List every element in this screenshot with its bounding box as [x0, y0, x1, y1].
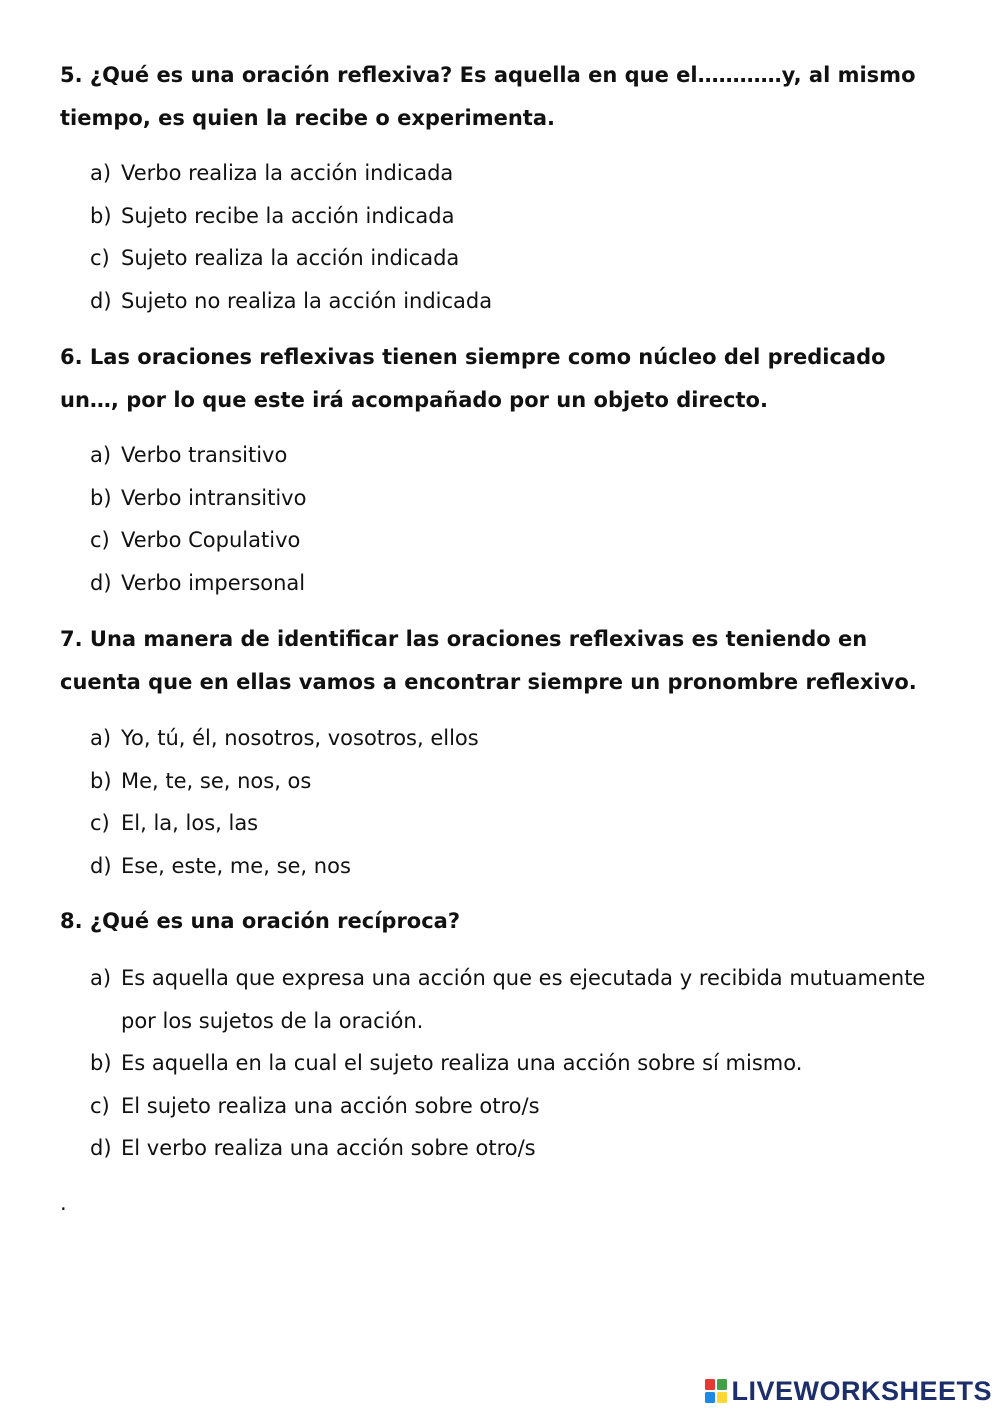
option-text: Verbo Copulativo [121, 528, 301, 552]
option-letter: a) [90, 443, 112, 467]
option-text: El verbo realiza una acción sobre otro/s [121, 1136, 536, 1160]
option-letter: c) [90, 811, 110, 835]
option-text: Sujeto realiza la acción indicada [121, 246, 460, 270]
option-letter: b) [90, 485, 112, 510]
option-letter: d) [90, 570, 112, 595]
question-6-option-a[interactable] [90, 434, 930, 477]
option-text: Sujeto recibe la acción indicada [121, 203, 455, 228]
question-5-option-b[interactable] [90, 195, 930, 238]
question-8-option-b[interactable] [90, 1042, 930, 1085]
liveworksheets-brand[interactable] [704, 1374, 992, 1408]
question-8-option-c[interactable] [90, 1085, 930, 1128]
question-8-options [90, 957, 930, 1170]
question-6-option-b[interactable] [90, 477, 930, 520]
question-6-option-d[interactable] [90, 562, 930, 605]
option-text: Verbo intransitivo [121, 485, 307, 510]
option-text: Verbo realiza la acción indicada [121, 161, 454, 185]
question-7-prompt: 7. Una manera de identificar las oraciones reflexivas es teniendo en cuenta que en ellas vamos a encontrar siempre un pronombre reflexivo. [60, 627, 917, 694]
option-text: Me, te, se, nos, os [121, 768, 312, 793]
option-text: El, la, los, las [121, 811, 259, 835]
question-6-option-c[interactable] [90, 519, 930, 562]
question-5-option-d[interactable] [90, 280, 930, 323]
option-letter: b) [90, 768, 112, 793]
option-letter: c) [90, 1093, 110, 1118]
logo-block-yellow [717, 1392, 727, 1403]
option-letter: a) [90, 726, 112, 750]
liveworksheets-logo-icon [704, 1378, 728, 1404]
option-text: Es aquella que expresa una acción que es ejecutada y recibida mutuamente por los sujetos de la oración. [121, 966, 926, 1033]
option-letter: d) [90, 288, 112, 313]
question-5-option-c[interactable] [90, 237, 930, 280]
option-letter: a) [90, 161, 112, 185]
option-text: Yo, tú, él, nosotros, vosotros, ellos [121, 726, 479, 750]
question-5-prompt: 5. ¿Qué es una oración reflexiva? Es aquella en que el…………y, al mismo tiempo, es quien la recibe o experimenta. [60, 63, 916, 130]
question-6-prompt: 6. Las oraciones reflexivas tienen siempre como núcleo del predicado un…, por lo que este irá acompañado por un objeto directo. [60, 345, 886, 412]
question-7-options [90, 717, 930, 887]
option-letter: c) [90, 528, 110, 552]
question-5-options [90, 152, 930, 322]
question-7-option-c[interactable] [90, 802, 930, 845]
question-8-prompt: 8. ¿Qué es una oración recíproca? [60, 909, 461, 933]
option-letter: b) [90, 1051, 112, 1075]
question-8-option-a[interactable] [90, 957, 930, 1042]
trailing-period: . [60, 1191, 67, 1215]
brand-text: LIVEWORKSHEETS [731, 1375, 992, 1406]
question-7-option-d[interactable] [90, 845, 930, 888]
option-text: Verbo impersonal [121, 570, 306, 595]
option-letter: d) [90, 853, 112, 878]
logo-block-blue [705, 1392, 715, 1403]
option-letter: d) [90, 1136, 112, 1160]
logo-block-red [705, 1379, 715, 1390]
option-text: Verbo transitivo [121, 443, 288, 467]
option-letter: a) [90, 966, 112, 990]
question-8-option-d[interactable] [90, 1127, 930, 1170]
question-7-option-b[interactable] [90, 760, 930, 803]
logo-block-green [717, 1379, 727, 1390]
option-letter: b) [90, 203, 112, 228]
option-text: Ese, este, me, se, nos [121, 853, 351, 878]
question-6-options [90, 434, 930, 604]
question-7-option-a[interactable] [90, 717, 930, 760]
option-letter: c) [90, 246, 110, 270]
option-text: El sujeto realiza una acción sobre otro/s [121, 1093, 540, 1118]
option-text: Sujeto no realiza la acción indicada [121, 288, 493, 313]
option-text: Es aquella en la cual el sujeto realiza una acción sobre sí mismo. [121, 1051, 803, 1075]
question-5-option-a[interactable] [90, 152, 930, 195]
